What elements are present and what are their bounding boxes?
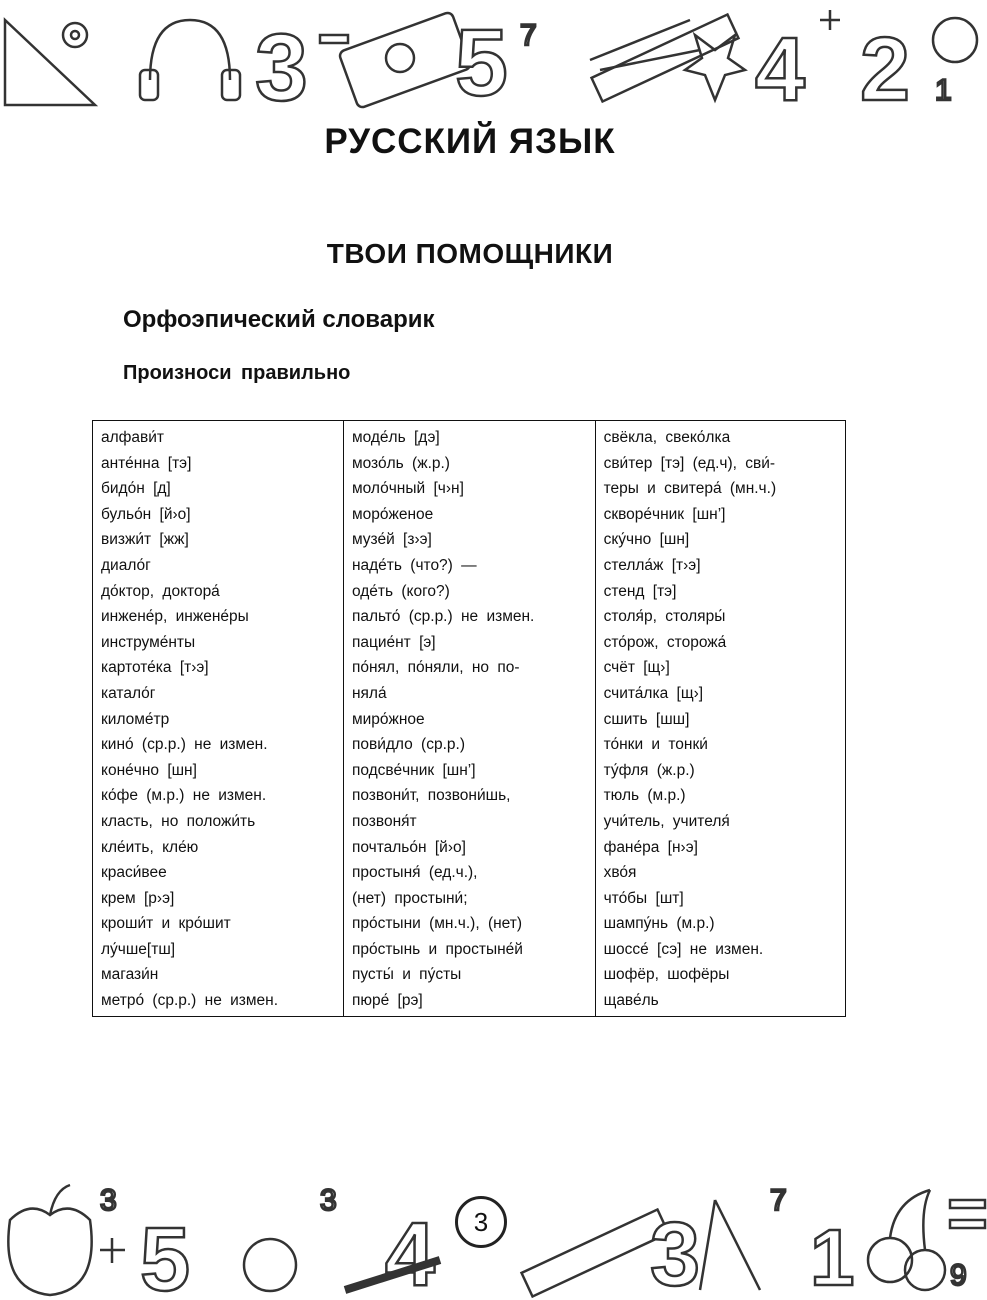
dictionary-entry: шофёр, шофёры xyxy=(603,966,730,984)
dictionary-entry: визжи́т [жж] xyxy=(101,531,189,549)
dictionary-entry: наде́ть (что?) — xyxy=(351,556,477,574)
dictionary-entry: теры и свитера́ (мн.ч.) xyxy=(603,480,777,498)
dictionary-entry: крем [р›э] xyxy=(101,889,175,907)
dictionary-column-3 xyxy=(595,421,845,1017)
orthoepic-dictionary-table xyxy=(92,420,846,1017)
dictionary-entry: тюль (м.р.) xyxy=(603,787,686,805)
dictionary-entry: ко́фе (м.р.) не измен. xyxy=(101,787,267,805)
dictionary-entry: инструме́нты xyxy=(101,633,196,651)
dictionary-entry: фане́ра [н›э] xyxy=(603,838,698,856)
dictionary-entry: анте́нна [тэ] xyxy=(101,454,192,472)
dictionary-entry: диало́г xyxy=(101,556,151,574)
dictionary-entry: стелла́ж [т›э] xyxy=(603,556,701,574)
dictionary-entry: кроши́т и кро́шит xyxy=(101,915,231,933)
dictionary-entry: моро́женое xyxy=(351,505,434,523)
dictionary-entry: класть, но положи́ть xyxy=(101,812,256,830)
dictionary-entry: пови́дло (ср.р.) xyxy=(351,736,465,754)
svg-text:4: 4 xyxy=(755,20,806,112)
dictionary-entry: (нет) простыни́; xyxy=(351,889,468,907)
dictionary-entry: стенд [тэ] xyxy=(603,582,677,600)
svg-text:3: 3 xyxy=(650,1205,701,1300)
svg-text:3: 3 xyxy=(100,1184,117,1217)
dictionary-column-2 xyxy=(343,421,595,1017)
dictionary-entry: музе́й [з›э] xyxy=(351,531,432,549)
dictionary-entry: шоссе́ [сэ] не измен. xyxy=(603,940,764,958)
svg-text:1: 1 xyxy=(810,1213,855,1300)
dictionary-entry: ску́чно [шн] xyxy=(603,531,690,549)
dictionary-entry: хво́я xyxy=(603,864,637,882)
title-heading: РУССКИЙ ЯЗЫК xyxy=(324,122,616,161)
dictionary-entry: свёкла, свеко́лка xyxy=(603,429,731,446)
dictionary-entry: кино́ (ср.р.) не измен. xyxy=(101,736,268,754)
dictionary-entry: счита́лка [щ›] xyxy=(603,684,704,702)
svg-text:2: 2 xyxy=(860,20,911,112)
dictionary-entry: инжене́р, инжене́ры xyxy=(101,608,249,626)
section-heading: ТВОИ ПОМОЩНИКИ xyxy=(326,238,614,269)
dictionary-entry: краси́вее xyxy=(101,864,167,882)
dictionary-entry: пусты́ и пу́сты xyxy=(351,966,462,984)
svg-text:7: 7 xyxy=(520,19,537,52)
dictionary-entry: позвони́т, позвони́шь, xyxy=(351,787,511,805)
dictionary-entry: учи́тель, учителя́ xyxy=(603,812,730,830)
dictionary-entry: бидо́н [д] xyxy=(101,480,171,498)
dictionary-entry: скворе́чник [шн’] xyxy=(603,505,726,523)
dictionary-column-1 xyxy=(93,421,344,1017)
subheading: Произноси правильно xyxy=(123,362,351,384)
decorative-doodle-border-top xyxy=(0,0,987,112)
svg-text:5: 5 xyxy=(455,10,508,112)
dictionary-entry: алфави́т xyxy=(101,429,165,446)
dictionary-entry: лу́чше[тш] xyxy=(101,940,176,958)
dictionary-entry: пальто́ (ср.р.) не измен. xyxy=(351,608,535,626)
dictionary-entry: моло́чный [ч›н] xyxy=(351,480,464,498)
dictionary-entry: подсве́чник [шн’] xyxy=(351,761,476,779)
dictionary-entry: сшить [шш] xyxy=(603,710,690,728)
dictionary-entry: шампу́нь (м.р.) xyxy=(603,915,715,933)
dictionary-entry: катало́г xyxy=(101,684,156,702)
page-number: 3 xyxy=(455,1196,507,1248)
dictionary-entry: про́стыни (мн.ч.), (нет) xyxy=(351,915,523,933)
dictionary-entry: позвоня́т xyxy=(351,812,417,830)
dictionary-entry: метро́ (ср.р.) не измен. xyxy=(101,992,279,1010)
dictionary-entry: счёт [щ›] xyxy=(603,659,670,677)
dictionary-entry: коне́чно [шн] xyxy=(101,761,197,779)
svg-text:3: 3 xyxy=(320,1184,337,1217)
dictionary-entry: миро́жное xyxy=(351,710,425,728)
dictionary-entry: пацие́нт [э] xyxy=(351,633,436,651)
dictionary-entry: оде́ть (кого?) xyxy=(351,582,450,600)
dictionary-entry: простыня́ (ед.ч.), xyxy=(351,864,478,882)
dictionary-entry: бульо́н [й›о] xyxy=(101,505,191,523)
dictionary-entry: моде́ль [дэ] xyxy=(351,429,440,446)
dictionary-entry: про́стынь и простыне́й xyxy=(351,940,523,958)
dictionary-entry: мозо́ль (ж.р.) xyxy=(351,454,450,472)
dictionary-entry: щаве́ль xyxy=(603,992,659,1010)
dictionary-entry: киломе́тр xyxy=(101,710,170,728)
dictionary-entry: сви́тер [тэ] (ед.ч), сви́- xyxy=(603,454,776,472)
dictionary-entry: то́нки и тонки́ xyxy=(603,736,708,754)
svg-text:4: 4 xyxy=(385,1205,436,1300)
dictionary-entry: картоте́ка [т›э] xyxy=(101,659,209,677)
svg-text:9: 9 xyxy=(950,1259,967,1292)
dictionary-entry: по́нял, по́няли, но по- xyxy=(351,659,520,677)
dictionary-entry: ту́фля (ж.р.) xyxy=(603,761,695,779)
dictionary-entry: сто́рож, сторожа́ xyxy=(603,633,727,651)
dictionary-entry: почтальо́н [й›о] xyxy=(351,838,466,856)
dictionary-entry: что́бы [шт] xyxy=(603,889,684,907)
dictionary-entry: кле́ить, кле́ю xyxy=(101,838,199,856)
subsection-heading: Орфоэпический словарик xyxy=(123,306,435,333)
svg-text:5: 5 xyxy=(140,1210,191,1300)
dictionary-entry: столя́р, столяры́ xyxy=(603,608,726,626)
svg-text:1: 1 xyxy=(935,74,952,107)
dictionary-entry: до́ктор, доктора́ xyxy=(101,582,220,600)
svg-text:7: 7 xyxy=(770,1184,787,1217)
dictionary-entry: няла́ xyxy=(351,684,387,702)
dictionary-entry: магази́н xyxy=(101,966,159,984)
svg-text:3: 3 xyxy=(255,15,308,112)
dictionary-entry: пюре́ [рэ] xyxy=(351,992,423,1010)
